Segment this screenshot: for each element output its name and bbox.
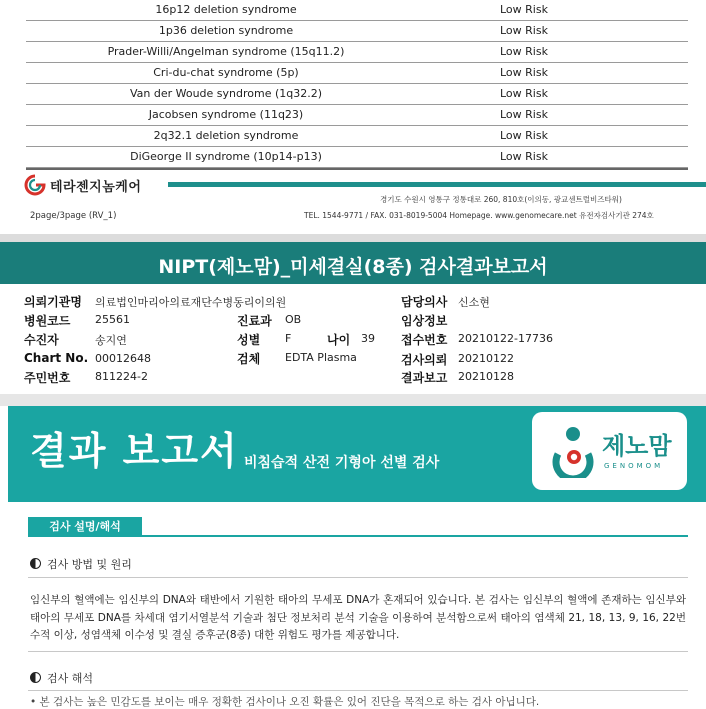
table-row [26, 63, 688, 84]
genomom-logo [532, 412, 687, 490]
patient-value: 송지연 [95, 334, 127, 347]
banner-subtitle: 비침습적 산전 기형아 선별 검사 [244, 455, 440, 471]
syndrome-name: DiGeorge II syndrome (10p14-p13) [130, 150, 322, 163]
risk-value: Low Risk [500, 45, 548, 58]
institution-value: 의료법인마리아의료재단수병동리이의원 [95, 296, 287, 309]
page-indicator: 2page/3page (RV_1) [30, 211, 117, 221]
department-value: OB [285, 313, 302, 326]
syndrome-name: 1p36 deletion syndrome [158, 24, 294, 37]
report-title-bar [0, 242, 706, 284]
request-label: 검사의뢰 [401, 353, 448, 367]
interpretation-partial-text: • 본 검사는 높은 민감도를 보이는 매우 정확한 검사이나 오진 확률은 있어 진단을 목적으로 하는 검사 아닙니다. [30, 696, 540, 708]
method-divider [28, 577, 688, 578]
interpretation-heading: 검사 해석 [30, 670, 93, 686]
syndrome-name: 16p12 deletion syndrome [155, 3, 297, 16]
section-underline [28, 535, 688, 537]
specimen-label: 검체 [237, 352, 261, 366]
table-row [26, 105, 688, 126]
chart-value: 00012648 [95, 352, 151, 365]
department-label: 진료과 [237, 314, 272, 328]
interpretation-divider [28, 690, 688, 691]
terragen-g-icon [24, 174, 46, 196]
method-end-divider [28, 651, 688, 652]
risk-value: Low Risk [500, 129, 548, 142]
risk-value: Low Risk [500, 24, 548, 37]
syndrome-risk-table [26, 0, 688, 170]
result-report-banner [8, 406, 706, 502]
table-row [26, 147, 688, 168]
id-value: 811224-2 [95, 370, 148, 383]
request-value: 20210122 [458, 352, 514, 365]
section-tab: 검사 설명/해석 [28, 517, 142, 536]
page-separator [0, 234, 706, 242]
risk-value: Low Risk [500, 87, 548, 100]
institution-label: 의뢰기관명 [24, 295, 82, 309]
risk-value: Low Risk [500, 150, 548, 163]
half-circle-bullet-icon [30, 558, 41, 569]
half-circle-bullet-icon [30, 672, 41, 683]
method-paragraph: 임신부의 혈액에는 임신부의 DNA와 태반에서 기원한 태아의 무세포 DNA가 혼재되어 있습니다. 본 검사는 임신부의 혈액에 존재하는 임신부와 태아의 무세포 DNA를 차세대 염기서열분석 기술과 첨단 정보처리 분석 기술을 이용하여 분석함으로써 태아의 염색체 21, 18, 13, 9, 16, 22번 수적 이상, 성염색체 이수성 및 결실 증후군(8종) 대한 위험도 평가를 제공합니다. [30, 594, 686, 642]
hospital-code-value: 25561 [95, 313, 130, 326]
age-value: 39 [361, 332, 375, 345]
result-value: 20210128 [458, 370, 514, 383]
receipt-value: 20210122-17736 [458, 332, 553, 345]
genomom-mother-icon [548, 424, 598, 478]
syndrome-name: Prader-Willi/Angelman syndrome (15q11.2) [107, 45, 345, 58]
risk-value: Low Risk [500, 66, 548, 79]
table-row [26, 42, 688, 63]
table-bottom-border [26, 168, 688, 170]
table-row [26, 84, 688, 105]
age-label: 나이 [327, 333, 351, 347]
table-row [26, 126, 688, 147]
table-row [26, 21, 688, 42]
specimen-value: EDTA Plasma [285, 351, 357, 364]
syndrome-name: 2q32.1 deletion syndrome [153, 129, 299, 142]
method-heading: 검사 방법 및 원리 [30, 556, 132, 572]
doctor-label: 담당의사 [401, 295, 448, 309]
page-separator-2 [0, 394, 706, 406]
syndrome-name: Jacobsen syndrome (11q23) [148, 108, 304, 121]
syndrome-name: Cri-du-chat syndrome (5p) [153, 66, 299, 79]
chart-label: Chart No. [24, 351, 89, 365]
patient-label: 수진자 [24, 333, 59, 347]
genomom-logo-text: 제노맘 [602, 432, 672, 460]
syndrome-name: Van der Woude syndrome (1q32.2) [129, 87, 323, 100]
table-row [26, 0, 688, 21]
risk-value: Low Risk [500, 108, 548, 121]
genomom-logo-sub: GENOMOM [604, 462, 664, 470]
id-label: 주민번호 [24, 371, 71, 385]
hospital-code-label: 병원코드 [24, 314, 71, 328]
clinical-info-label: 임상정보 [401, 314, 448, 328]
sex-label: 성별 [237, 333, 261, 347]
report-title: NIPT(제노맘)_미세결실(8종) 검사결과보고서 [158, 256, 548, 278]
risk-value: Low Risk [500, 3, 548, 16]
footer-contact: TEL. 1544-9771 / FAX. 031-8019-5004 Homepage. www.genomecare.net 유전자검사기관 274호 [304, 211, 654, 220]
doctor-value: 신소현 [458, 296, 490, 309]
footer-divider [168, 182, 706, 187]
result-label: 결과보고 [401, 371, 448, 385]
footer-address: 경기도 수원시 영통구 정통대로 260, 810호(이의동, 광교센트럴비즈타워) [380, 195, 622, 204]
sex-value: F [285, 332, 292, 345]
banner-title: 결과 보고서 [30, 429, 239, 473]
receipt-label: 접수번호 [401, 333, 448, 347]
logo-text: 테라젠지놈케어 [50, 180, 142, 195]
